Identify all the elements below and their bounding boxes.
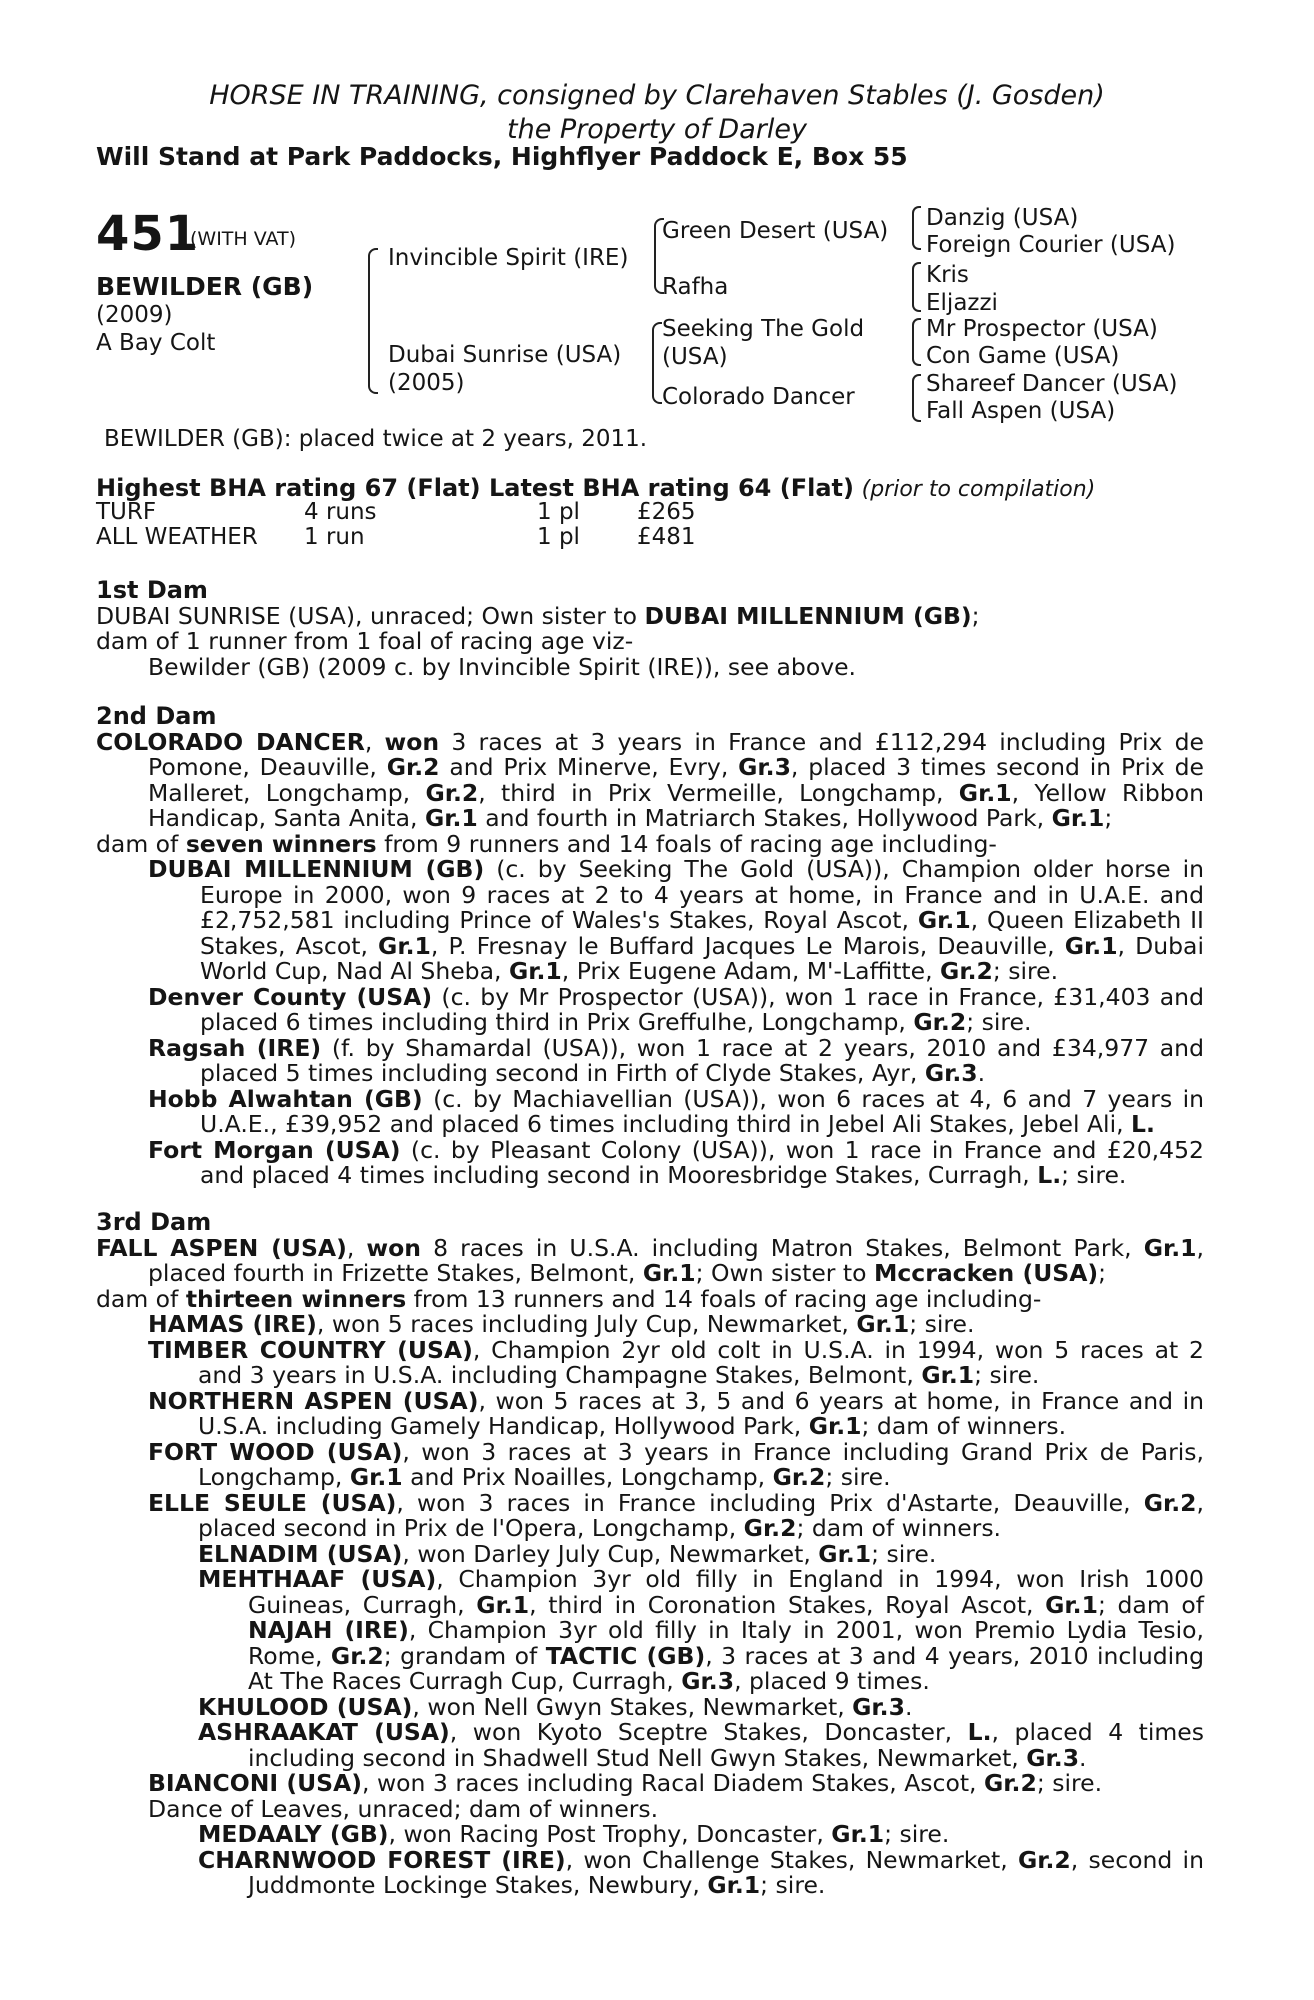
header-title: HORSE IN TRAINING, consigned by Clarehaven Stables (J. Gosden) — [209, 80, 1105, 111]
pedigree-g1: Danzig (USA) — [926, 205, 1079, 231]
bold-text: Gr.1 — [349, 1463, 403, 1491]
text-run: , won 5 races at 3, 5 and 6 years at home, in France and in U.S.A. including Gamely Handicap, Hollywood Park, — [198, 1386, 1204, 1440]
first-dam-line1 — [96, 601, 1204, 630]
bold-text: thirteen winners — [185, 1284, 407, 1313]
text-run: ; sire. — [974, 1361, 1040, 1389]
pedigree-sire-sire: Green Desert (USA) — [662, 218, 889, 244]
bold-text: Gr.1 — [707, 1871, 761, 1899]
bold-text: NORTHERN ASPEN (USA) — [148, 1386, 479, 1415]
pedigree-brace-1 — [368, 248, 378, 394]
text-run: , Yellow Ribbon Handicap, Santa Anita, — [148, 778, 1204, 832]
stand-location: Will Stand at Park Paddocks, Highflyer Paddock E, Box 55 — [96, 142, 908, 171]
text-run: ; grandam of — [383, 1641, 546, 1670]
list-item — [148, 1033, 1204, 1087]
text-run: ; dam of — [1097, 1590, 1205, 1619]
pedigree-brace-7 — [912, 374, 921, 422]
bold-text: Gr.1 — [508, 957, 562, 985]
third-dam-offspring-list — [96, 1312, 1204, 1899]
bold-text: DUBAI MILLENNIUM (GB) — [148, 855, 485, 883]
pedigree-g8: Fall Aspen (USA) — [926, 398, 1116, 424]
rating-line — [96, 474, 1095, 502]
bold-text: COLORADO DANCER — [96, 727, 365, 756]
list-item — [148, 1386, 1204, 1440]
vat-note: (WITH VAT) — [190, 228, 297, 250]
bold-text: Gr.2 — [772, 1463, 826, 1491]
text-run: ; sire. — [1061, 1161, 1127, 1189]
bold-text: ELNADIM (USA) — [198, 1539, 403, 1568]
text-run: , placed 9 times. — [734, 1667, 930, 1695]
third-dam-heading: 3rd Dam — [96, 1208, 212, 1236]
first-dam-section — [96, 578, 1204, 680]
text-run: , third in Prix Vermeille, Longchamp, — [478, 778, 959, 807]
second-dam-section — [96, 704, 1204, 1189]
bold-text: Gr.2 — [1143, 1488, 1197, 1517]
pedigree-g7: Shareef Dancer (USA) — [926, 371, 1178, 397]
bold-text: MEDAALY (GB) — [198, 1820, 389, 1848]
bold-text: seven winners — [185, 829, 377, 858]
text-run: , — [346, 1233, 367, 1262]
text-run: ; sire. — [1036, 1769, 1103, 1797]
list-item — [148, 1312, 1204, 1338]
bold-text: Gr.1 — [808, 1412, 862, 1440]
bold-text: FALL ASPEN (USA) — [96, 1233, 347, 1262]
bold-text: HAMAS (IRE) — [148, 1310, 317, 1338]
pedigree-g4: Eljazzi — [926, 290, 998, 316]
pedigree-dam-dam: Colorado Dancer — [662, 384, 855, 410]
first-dam-punct: ; — [971, 601, 980, 630]
list-item — [148, 1437, 1204, 1491]
second-dam-offspring-list — [148, 857, 1204, 1189]
race-summary: BEWILDER (GB): placed twice at 2 years, 2011. — [104, 426, 648, 452]
text-run: Dance of Leaves, unraced; dam of winners. — [148, 1794, 659, 1823]
bold-text: Ragsah (IRE) — [148, 1033, 322, 1062]
text-run: , P. Fresnay le Buffard Jacques Le Marois, Deauville, — [430, 931, 1065, 960]
bold-text: Gr.2 — [330, 1641, 384, 1670]
text-run: and Prix Minerve, Evry, — [439, 753, 739, 781]
pedigree-brace-3 — [652, 322, 662, 404]
bold-text: won — [384, 727, 440, 756]
bold-text: Gr.2 — [1017, 1845, 1071, 1874]
bold-text: Gr.1 — [921, 1361, 975, 1389]
bold-text: Gr.1 — [917, 906, 971, 934]
list-item — [148, 1794, 1204, 1823]
runs-earnings: £265 — [637, 499, 696, 525]
text-run: ; Own sister to — [695, 1259, 874, 1287]
text-run: ; — [1098, 1259, 1107, 1287]
text-run: , won Racing Post Trophy, Doncaster, — [388, 1820, 832, 1848]
bold-text: Gr.2 — [425, 778, 479, 807]
first-dam-sibling: DUBAI MILLENNIUM (GB) — [644, 601, 972, 630]
bold-text: TACTIC (GB) — [545, 1641, 706, 1670]
text-run: (c. by Machiavellian (USA)), won 6 races at 4, 6 and 7 years in U.A.E., £39,952 and placed 6 times including third in Jebel Ali Stakes, Jebel Ali, — [200, 1084, 1204, 1138]
bold-text: Gr.1 — [818, 1539, 872, 1568]
text-run: , won 3 races in France including Prix d'Astarte, Deauville, — [396, 1488, 1144, 1517]
list-item — [198, 1822, 1204, 1848]
pedigree-dam-name: Dubai Sunrise (USA) — [388, 342, 622, 368]
text-run: ; sire. — [966, 1008, 1032, 1036]
bold-text: ELLE SEULE (USA) — [148, 1488, 397, 1517]
horse-description: A Bay Colt — [96, 330, 216, 356]
third-dam-record — [96, 1233, 1204, 1287]
runs-row — [96, 525, 696, 550]
text-run: (c. by Seeking The Gold (USA)), Champion older horse in Europe in 2000, won 9 races at 2 to 4 years at home, in France and in U.A.E. and £2,752,581 including Prince of Wales's Stakes, Royal Ascot, — [200, 855, 1205, 934]
text-run: (c. by Pleasant Colony (USA)), won 1 race in France and £20,452 and placed 4 times including second in Mooresbridge Stakes, Curragh, — [200, 1135, 1204, 1189]
pedigree-sire: Invincible Spirit (IRE) — [388, 245, 629, 271]
text-run: ; sire. — [760, 1871, 826, 1899]
bold-text: Gr.1 — [1051, 804, 1105, 832]
bold-text: Gr.3 — [924, 1059, 978, 1087]
text-run: ; — [1104, 804, 1113, 832]
text-run: , placed fourth in Frizette Stakes, Belmont, — [148, 1233, 1204, 1287]
pedigree-brace-6 — [912, 318, 921, 366]
bold-text: Hobb Alwahtan (GB) — [148, 1084, 423, 1113]
text-run: , won Darley July Cup, Newmarket, — [402, 1539, 819, 1568]
text-run: , Champion 3yr old filly in Italy in 2001, won Premio Lydia Tesio, Rome, — [248, 1616, 1204, 1670]
text-run: . — [904, 1692, 913, 1721]
pedigree-dam-year: (2005) — [388, 370, 465, 396]
text-run: , won 3 races at 3 years in France including Grand Prix de Paris, Longchamp, — [198, 1437, 1204, 1491]
bold-text: TIMBER COUNTRY (USA) — [148, 1335, 473, 1364]
bold-text: L. — [1037, 1161, 1062, 1189]
text-run: dam of — [96, 1284, 186, 1313]
text-run: ; sire. — [884, 1820, 950, 1848]
bold-text: Mccracken (USA) — [873, 1259, 1099, 1287]
bold-text: Gr.3 — [1026, 1743, 1080, 1772]
runs-earnings: £481 — [637, 524, 696, 550]
list-item — [148, 857, 1204, 985]
pedigree-g6: Con Game (USA) — [926, 343, 1120, 369]
second-dam-produce — [96, 829, 1204, 858]
pedigree-dam-sire-2: (USA) — [662, 344, 728, 370]
text-run: , won 5 races including July Cup, Newmarket, — [316, 1310, 857, 1338]
text-run: , Champion 2yr old colt in U.S.A. in 1994, won 5 races at 2 and 3 years in U.S.A. including Champagne Stakes, Belmont, — [198, 1335, 1204, 1389]
bold-text: FORT WOOD (USA) — [148, 1437, 403, 1466]
pedigree-sire-dam: Rafha — [662, 274, 729, 300]
text-run: ; dam of winners. — [796, 1514, 1002, 1542]
list-item — [148, 1084, 1204, 1138]
list-item — [198, 1845, 1204, 1899]
text-run: , Queen Elizabeth II Stakes, Ascot, — [200, 906, 1204, 960]
runs-count: 4 runs — [304, 499, 377, 525]
text-run: (f. by Shamardal (USA)), won 1 race at 2 years, 2010 and £34,977 and placed 5 times including second in Firth of Clyde Stakes, Ayr, — [200, 1033, 1204, 1087]
text-run: , won Kyoto Sceptre Stakes, Doncaster, — [449, 1718, 968, 1746]
text-run: , placed 3 times second in Prix de Malleret, Longchamp, — [148, 753, 1204, 807]
runs-row — [96, 500, 696, 525]
bold-text: Gr.3 — [681, 1667, 735, 1695]
bold-text: BIANCONI (USA) — [148, 1769, 363, 1797]
pedigree-brace-4 — [912, 206, 921, 250]
bold-text: won — [366, 1233, 421, 1262]
runs-placed: 1 pl — [537, 524, 580, 550]
text-run: , 3 races at 3 and 4 years, 2010 including At The Races Curragh Cup, Curragh, — [248, 1641, 1204, 1695]
bold-text: Gr.3 — [738, 753, 791, 781]
rating-values: Highest BHA rating 67 (Flat) Latest BHA rating 64 (Flat) — [96, 474, 854, 502]
text-run: ; sire. — [871, 1539, 937, 1568]
header-subtitle: the Property of Darley — [507, 114, 807, 145]
bold-text: NAJAH (IRE) — [248, 1616, 409, 1644]
first-dam-heading: 1st Dam — [96, 576, 208, 604]
third-dam-produce — [96, 1284, 1204, 1313]
text-run: , second in Juddmonte Lockinge Stakes, Newbury, — [248, 1845, 1204, 1899]
bold-text: Gr.1 — [424, 804, 478, 832]
text-run: , placed second in Prix de l'Opera, Longchamp, — [198, 1488, 1204, 1542]
bold-text: ASHRAAKAT (USA) — [198, 1718, 450, 1746]
bold-text: Gr.3 — [852, 1692, 905, 1721]
bold-text: Gr.1 — [1045, 1590, 1098, 1619]
second-dam-record — [96, 727, 1204, 832]
list-item — [198, 1720, 1204, 1771]
text-run: ; dam of winners. — [861, 1412, 1067, 1440]
text-run: , third in Coronation Stakes, Royal Ascot, — [529, 1590, 1046, 1619]
text-run: , Dubai World Cup, Nad Al Sheba, — [200, 931, 1204, 985]
runs-placed: 1 pl — [537, 499, 580, 525]
text-run: from 9 runners and 14 foals of racing age including- — [376, 829, 997, 858]
pedigree-g2: Foreign Courier (USA) — [926, 232, 1176, 258]
text-run: , Prix Eugene Adam, M'-Laffitte, — [561, 957, 941, 985]
text-run: , Champion 3yr old filly in England in 1994, won Irish 1000 Guineas, Curragh, — [248, 1565, 1204, 1619]
horse-name: BEWILDER (GB) — [96, 272, 314, 301]
bold-text: Gr.2 — [913, 1008, 967, 1036]
rating-note: (prior to compilation) — [861, 477, 1096, 502]
runs-surface: TURF — [96, 499, 157, 525]
bold-text: Gr.1 — [1143, 1233, 1197, 1262]
text-run: 3 races at 3 years in France and £112,294 including Prix de Pomone, Deauville, — [148, 727, 1204, 781]
list-item — [148, 1335, 1204, 1389]
bold-text: Gr.2 — [386, 753, 440, 781]
first-dam-name: DUBAI SUNRISE (USA), unraced; Own sister to — [96, 601, 645, 630]
text-run: . — [1079, 1743, 1087, 1772]
list-item — [148, 982, 1204, 1036]
foaling-year: (2009) — [96, 302, 173, 328]
text-run: (c. by Mr Prospector (USA)), won 1 race in France, £31,403 and placed 6 times including third in Prix Greffulhe, Longchamp, — [200, 982, 1204, 1036]
second-dam-heading: 2nd Dam — [96, 702, 217, 730]
runs-surface: ALL WEATHER — [96, 524, 258, 550]
bold-text: Gr.1 — [831, 1820, 885, 1848]
bold-text: Gr.2 — [984, 1769, 1037, 1797]
text-run: 8 races in U.S.A. including Matron Stakes, Belmont Park, — [420, 1233, 1144, 1262]
list-item — [148, 1135, 1204, 1189]
text-run: . — [977, 1059, 986, 1087]
first-dam-line3: Bewilder (GB) (2009 c. by Invincible Spirit (IRE)), see above. — [148, 652, 857, 681]
lot-number: 451 — [96, 206, 200, 262]
text-run: , won 3 races including Racal Diadem Stakes, Ascot, — [362, 1769, 984, 1797]
text-run: from 13 runners and 14 foals of racing age including- — [406, 1284, 1042, 1313]
bold-text: Denver County (USA) — [148, 982, 433, 1011]
pedigree-g3: Kris — [926, 262, 969, 288]
bold-text: MEHTHAAF (USA) — [198, 1565, 437, 1593]
bold-text: Gr.2 — [940, 957, 993, 985]
list-item — [198, 1692, 1204, 1721]
bold-text: Gr.1 — [1064, 931, 1118, 960]
text-run: ; sire. — [825, 1463, 891, 1491]
first-dam-line2: dam of 1 runner from 1 foal of racing age viz- — [96, 627, 634, 655]
text-run: ; sire. — [909, 1310, 975, 1338]
text-run: ; sire. — [992, 957, 1059, 985]
pedigree-g5: Mr Prospector (USA) — [926, 316, 1158, 342]
text-run: dam of — [96, 829, 186, 858]
list-item — [198, 1539, 1204, 1568]
bold-text: Gr.1 — [476, 1590, 530, 1619]
text-run: and Prix Noailles, Longchamp, — [402, 1463, 773, 1491]
pedigree-brace-5 — [912, 262, 921, 312]
text-run: , won Nell Gwyn Stakes, Newmarket, — [412, 1692, 853, 1721]
third-dam-section — [96, 1210, 1204, 1899]
bold-text: Gr.2 — [743, 1514, 797, 1542]
text-run: and fourth in Matriarch Stakes, Hollywood Park, — [477, 804, 1052, 832]
list-item — [148, 1488, 1204, 1542]
pedigree-dam-sire-1: Seeking The Gold — [662, 316, 865, 342]
bold-text: Gr.1 — [856, 1310, 910, 1338]
text-run: , won Challenge Stakes, Newmarket, — [565, 1845, 1018, 1874]
list-item — [198, 1567, 1204, 1695]
list-item — [148, 1771, 1204, 1797]
bold-text: Gr.1 — [642, 1259, 696, 1287]
bold-text: L. — [967, 1718, 992, 1746]
bold-text: KHULOOD (USA) — [198, 1692, 413, 1721]
bold-text: L. — [1131, 1110, 1155, 1138]
bold-text: CHARNWOOD FOREST (IRE) — [198, 1845, 566, 1874]
runs-count: 1 run — [304, 524, 365, 550]
text-run: , — [364, 727, 385, 756]
bold-text: Gr.1 — [958, 778, 1012, 807]
runs-table — [96, 500, 696, 550]
bold-text: Gr.1 — [378, 931, 431, 960]
text-run: , placed 4 times including second in Shadwell Stud Nell Gwyn Stakes, Newmarket, — [248, 1718, 1204, 1772]
bold-text: Fort Morgan (USA) — [148, 1135, 401, 1164]
